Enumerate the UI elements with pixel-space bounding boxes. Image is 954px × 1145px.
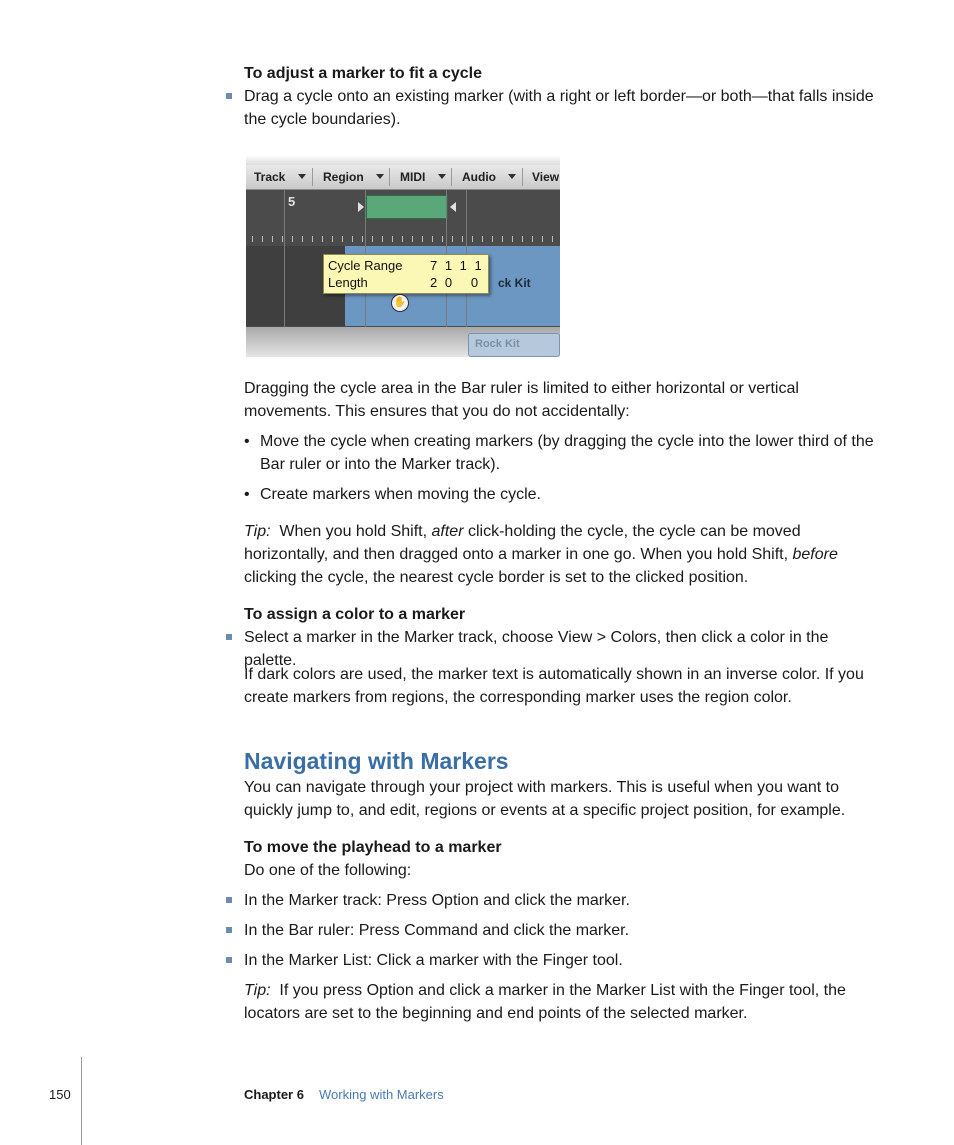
menu-separator: [312, 168, 313, 186]
menu-view[interactable]: View: [532, 170, 560, 184]
window-top-strip: [246, 155, 560, 165]
ruler-tick: [342, 236, 343, 242]
cycle-area[interactable]: [366, 195, 448, 219]
tip-paragraph-option: [244, 979, 884, 1025]
ruler-tick: [402, 236, 403, 242]
paragraph-dragging-limited: Dragging the cycle area in the Bar ruler is limited to either horizontal or vertical movements. This ensures that you do not accidentally:: [244, 380, 799, 420]
section-title-navigating: Navigating with Markers: [244, 748, 509, 774]
menu-midi[interactable]: MIDI: [400, 170, 426, 184]
ruler-tick: [302, 236, 303, 242]
logic-screenshot: [246, 155, 560, 357]
bullet-text: Select a marker in the Marker track, choose View > Colors, then click a color in the palette.: [244, 629, 829, 669]
menu-track[interactable]: Track: [254, 170, 286, 184]
dropdown-triangle-icon: [508, 174, 516, 179]
tooltip-cycle-range-label: Cycle Range: [328, 258, 403, 273]
ruler-tick: [382, 236, 383, 242]
menu-region[interactable]: Region: [323, 170, 364, 184]
ruler-tick: [522, 236, 523, 242]
tip-text: If you press Option and click a marker in the Marker List with the Finger tool, the locators are set to the beginning and end points of the selected marker.: [244, 982, 846, 1022]
ruler-tick: [482, 236, 483, 242]
ruler-tick: [462, 236, 463, 242]
dot-bullet-icon: •: [244, 433, 250, 450]
ruler-tick: [372, 236, 373, 242]
ruler-tick: [392, 236, 393, 242]
dot-item: Create markers when moving the cycle.: [260, 486, 541, 503]
task-heading-move-playhead: To move the playhead to a marker: [244, 839, 502, 856]
square-bullet-icon: [226, 897, 232, 903]
bar-number: 5: [288, 194, 296, 209]
page-number: 150: [49, 1087, 71, 1102]
tip-label: Tip:: [244, 982, 271, 999]
tip-text-3: clicking the cycle, the nearest cycle border is set to the clicked position.: [244, 569, 749, 586]
ruler-tick: [552, 236, 553, 242]
region-rock-kit-2[interactable]: Rock Kit: [468, 333, 560, 357]
ruler-tick: [362, 236, 363, 242]
task-heading-assign-color: To assign a color to a marker: [244, 606, 466, 623]
local-menu-bar: [246, 165, 560, 190]
do-one-of-following: Do one of the following:: [244, 862, 412, 879]
ruler-tick: [532, 236, 533, 242]
paragraph-dark-colors: If dark colors are used, the marker text is automatically shown in an inverse color. If you create markers from regions, the corresponding marker uses the region color.: [244, 666, 864, 706]
cycle-range-tooltip: [323, 254, 489, 294]
footer-divider: [81, 1057, 82, 1145]
ruler-tick: [262, 236, 263, 242]
paragraph-navigate-intro: You can navigate through your project with markers. This is useful when you want to quickly jump to, and edit, regions or events at a specific project position, for example.: [244, 779, 846, 819]
ruler-tick: [272, 236, 273, 242]
square-bullet-icon: [226, 957, 232, 963]
tip-emphasis-after: after: [431, 523, 464, 540]
ruler-tick: [472, 236, 473, 242]
tip-paragraph-shift: [244, 520, 884, 589]
ruler-tick: [452, 236, 453, 242]
ruler-tick: [432, 236, 433, 242]
ruler-tick: [292, 236, 293, 242]
bullet-marker-list: In the Marker List: Click a marker with the Finger tool.: [244, 952, 623, 969]
dropdown-triangle-icon: [376, 174, 384, 179]
menu-separator: [522, 168, 523, 186]
square-bullet-icon: [226, 927, 232, 933]
ruler-tick: [312, 236, 313, 242]
dropdown-triangle-icon: [298, 174, 306, 179]
menu-separator: [451, 168, 452, 186]
ruler-tick: [492, 236, 493, 242]
tip-label: Tip:: [244, 523, 271, 540]
ruler-tick: [322, 236, 323, 242]
menu-separator: [389, 168, 390, 186]
cycle-right-arrow-icon: [450, 202, 456, 212]
task-heading-adjust-marker: To adjust a marker to fit a cycle: [244, 65, 483, 82]
bullet-marker-track: In the Marker track: Press Option and click the marker.: [244, 892, 630, 909]
ruler-tick: [512, 236, 513, 242]
tooltip-cycle-range-value: 7 1 1 1: [430, 258, 484, 273]
cycle-left-arrow-icon: [358, 202, 364, 212]
tip-text-1: When you hold Shift,: [279, 523, 432, 540]
bullet-bar-ruler: In the Bar ruler: Press Command and click the marker.: [244, 922, 630, 939]
hand-cursor-icon: ✋: [391, 294, 409, 312]
tooltip-length-label: Length: [328, 275, 368, 290]
tip-emphasis-before: before: [792, 546, 838, 563]
footer-chapter-title-link[interactable]: Working with Markers: [319, 1087, 444, 1102]
ruler-tick: [442, 236, 443, 242]
square-bullet-icon: [226, 93, 232, 99]
dot-bullet-icon: •: [244, 486, 250, 503]
tooltip-length-value: 2 0 0: [430, 275, 481, 290]
ruler-tick: [332, 236, 333, 242]
square-bullet-icon: [226, 634, 232, 640]
ruler-tick: [542, 236, 543, 242]
bullet-text: Drag a cycle onto an existing marker (with a right or left border—or both—that falls inside the cycle boundaries).: [244, 88, 874, 128]
ruler-tick: [412, 236, 413, 242]
footer-chapter: Chapter 6: [244, 1087, 304, 1102]
menu-audio[interactable]: Audio: [462, 170, 496, 184]
dot-item: Move the cycle when creating markers (by dragging the cycle into the lower third of the Bar ruler or into the Marker track).: [260, 433, 874, 473]
dropdown-triangle-icon: [438, 174, 446, 179]
tip-text-2: click-holding the cycle, the cycle can be moved horizontally, and then dragged onto a marker in one go. When you hold Shift,: [244, 523, 801, 563]
ruler-tick: [502, 236, 503, 242]
ruler-tick: [282, 236, 283, 242]
ruler-tick: [422, 236, 423, 242]
ruler-tick: [252, 236, 253, 242]
ruler-tick: [352, 236, 353, 242]
region-label: ck Kit: [498, 276, 531, 290]
